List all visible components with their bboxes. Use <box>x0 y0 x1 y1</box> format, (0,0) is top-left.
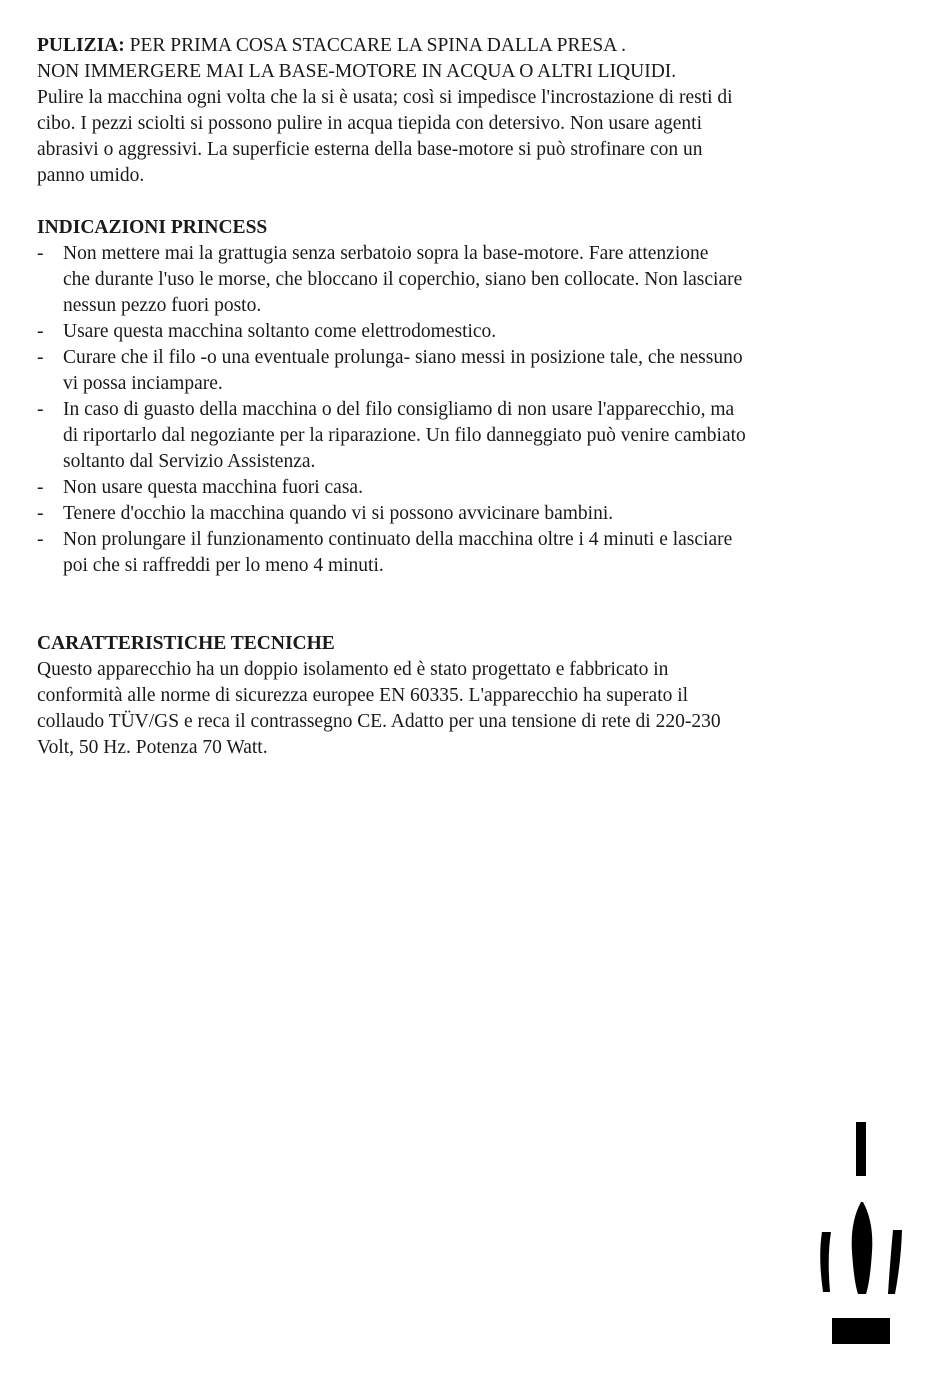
cleaning-line: abrasivi o aggressivi. La superficie esterna della base-motore si può strofinare con un <box>37 139 703 160</box>
list-item-line: Usare questa macchina soltanto come elettrodomestico. <box>63 321 497 342</box>
list-item-line: soltanto dal Servizio Assistenza. <box>63 451 316 472</box>
list-item <box>37 397 877 475</box>
specs-section <box>37 631 877 761</box>
list-item <box>37 501 877 527</box>
list-item-line: poi che si raffreddi per lo meno 4 minuti. <box>63 555 384 576</box>
list-item <box>37 345 877 397</box>
list-item-line: di riportarlo dal negoziante per la riparazione. Un filo danneggiato può venire cambiato <box>63 425 746 446</box>
list-item-line: In caso di guasto della macchina o del filo consigliamo di non usare l'apparecchio, ma <box>63 399 735 420</box>
list-item <box>37 319 877 345</box>
cleaning-line: NON IMMERGERE MAI LA BASE-MOTORE IN ACQUA O ALTRI LIQUIDI. <box>37 61 677 82</box>
specs-line: Volt, 50 Hz. Potenza 70 Watt. <box>37 737 268 758</box>
princess-crown-logo-icon <box>812 1122 912 1352</box>
indications-heading: INDICAZIONI PRINCESS <box>37 217 268 238</box>
dash-bullet: - <box>37 399 44 420</box>
cleaning-section <box>37 33 877 189</box>
dash-bullet: - <box>37 321 44 342</box>
cleaning-line: Pulire la macchina ogni volta che la si è usata; così si impedisce l'incrostazione di resti di <box>37 87 733 108</box>
dash-bullet: - <box>37 347 44 368</box>
document-page <box>37 33 877 761</box>
specs-line: collaudo TÜV/GS e reca il contrassegno CE. Adatto per una tensione di rete di 220-230 <box>37 711 721 732</box>
list-item <box>37 527 877 579</box>
list-item-line: che durante l'uso le morse, che bloccano il coperchio, siano ben collocate. Non lasciare <box>63 269 743 290</box>
dash-bullet: - <box>37 477 44 498</box>
list-item-line: Curare che il filo -o una eventuale prolunga- siano messi in posizione tale, che nessuno <box>63 347 743 368</box>
specs-line: Questo apparecchio ha un doppio isolamento ed è stato progettato e fabbricato in <box>37 659 669 680</box>
cleaning-label: PULIZIA: <box>37 35 125 56</box>
list-item <box>37 241 877 319</box>
list-item-line: nessun pezzo fuori posto. <box>63 295 262 316</box>
list-item <box>37 475 877 501</box>
list-item-line: vi possa inciampare. <box>63 373 223 394</box>
cleaning-first-line <box>37 33 877 59</box>
cleaning-line: PER PRIMA COSA STACCARE LA SPINA DALLA PRESA . <box>129 35 626 56</box>
dash-bullet: - <box>37 243 44 264</box>
dash-bullet: - <box>37 503 44 524</box>
list-item-line: Non prolungare il funzionamento continuato della macchina oltre i 4 minuti e lasciare <box>63 529 733 550</box>
dash-bullet: - <box>37 529 44 550</box>
cleaning-line: cibo. I pezzi sciolti si possono pulire in acqua tiepida con detersivo. Non usare agenti <box>37 113 702 134</box>
indications-section <box>37 215 877 579</box>
indications-list <box>37 241 877 579</box>
cleaning-line: panno umido. <box>37 165 145 186</box>
specs-heading: CARATTERISTICHE TECNICHE <box>37 633 335 654</box>
list-item-line: Non usare questa macchina fuori casa. <box>63 477 363 498</box>
list-item-line: Tenere d'occhio la macchina quando vi si possono avvicinare bambini. <box>63 503 614 524</box>
specs-line: conformità alle norme di sicurezza europee EN 60335. L'apparecchio ha superato il <box>37 685 689 706</box>
list-item-line: Non mettere mai la grattugia senza serbatoio sopra la base-motore. Fare attenzione <box>63 243 709 264</box>
